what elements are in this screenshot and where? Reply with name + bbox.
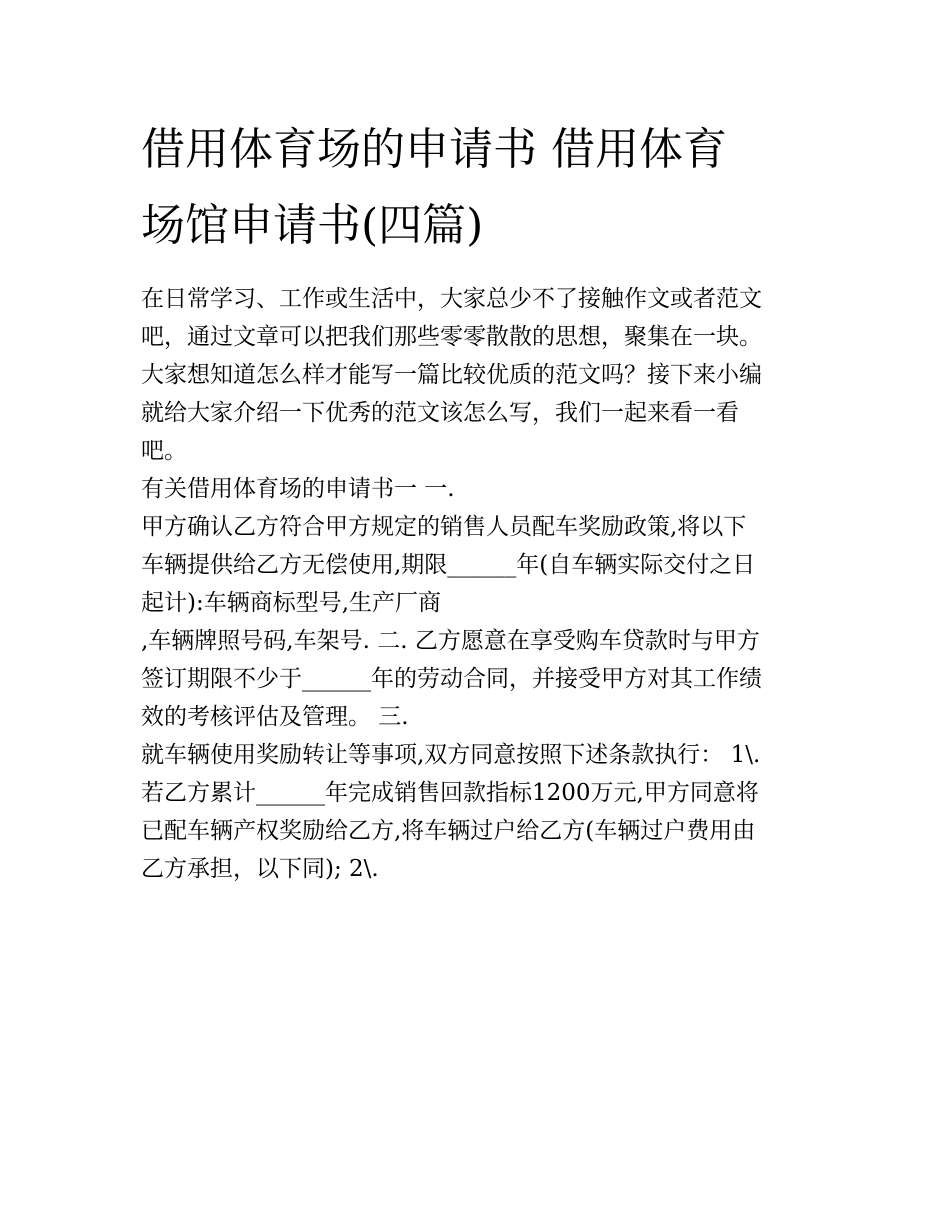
text-line: 车辆提供给乙方无偿使用,期限______年(自车辆实际交付之日 (141, 552, 756, 578)
text-line: 签订期限不少于______年的劳动合同，并接受甲方对其工作绩 (141, 666, 762, 692)
text-line: 在日常学习、工作或生活中，大家总少不了接触作文或者范文 (141, 286, 762, 312)
text-line: 乙方承担，以下同); 2\. (141, 856, 379, 882)
paragraph-clause-two (141, 622, 821, 736)
text-line: 大家想知道怎么样才能写一篇比较优质的范文吗？接下来小编 (141, 362, 762, 388)
paragraph-section-heading (141, 470, 821, 508)
title-line: 借用体育场的申请书 借用体育 (141, 124, 727, 175)
text-line: 就给大家介绍一下优秀的范文该怎么写，我们一起来看一看 (141, 400, 739, 426)
paragraph-intro (141, 280, 821, 470)
document-body (141, 280, 821, 888)
paragraph-clause-three (141, 736, 821, 888)
paragraph-clause-one (141, 508, 821, 622)
document-title (141, 112, 841, 264)
text-line: 就车辆使用奖励转让等事项,双方同意按照下述条款执行： 1\. (141, 742, 761, 768)
text-line: 效的考核评估及管理。 三. (141, 704, 409, 730)
text-line: 甲方确认乙方符合甲方规定的销售人员配车奖励政策,将以下 (141, 514, 747, 540)
text-line: 吧。 (141, 438, 187, 464)
text-line: 起计):车辆商标型号,生产厂商 (141, 590, 442, 616)
title-line: 场馆申请书(四篇) (141, 200, 484, 251)
text-line: 有关借用体育场的申请书一 一. (141, 476, 455, 502)
text-line: 吧，通过文章可以把我们那些零零散散的思想，聚集在一块。 (141, 324, 762, 350)
text-line: 已配车辆产权奖励给乙方,将车辆过户给乙方(车辆过户费用由 (141, 818, 756, 844)
text-line: ,车辆牌照号码,车架号. 二. 乙方愿意在享受购车贷款时与甲方 (141, 628, 760, 654)
text-line: 若乙方累计______年完成销售回款指标1200万元,甲方同意将 (141, 780, 759, 806)
